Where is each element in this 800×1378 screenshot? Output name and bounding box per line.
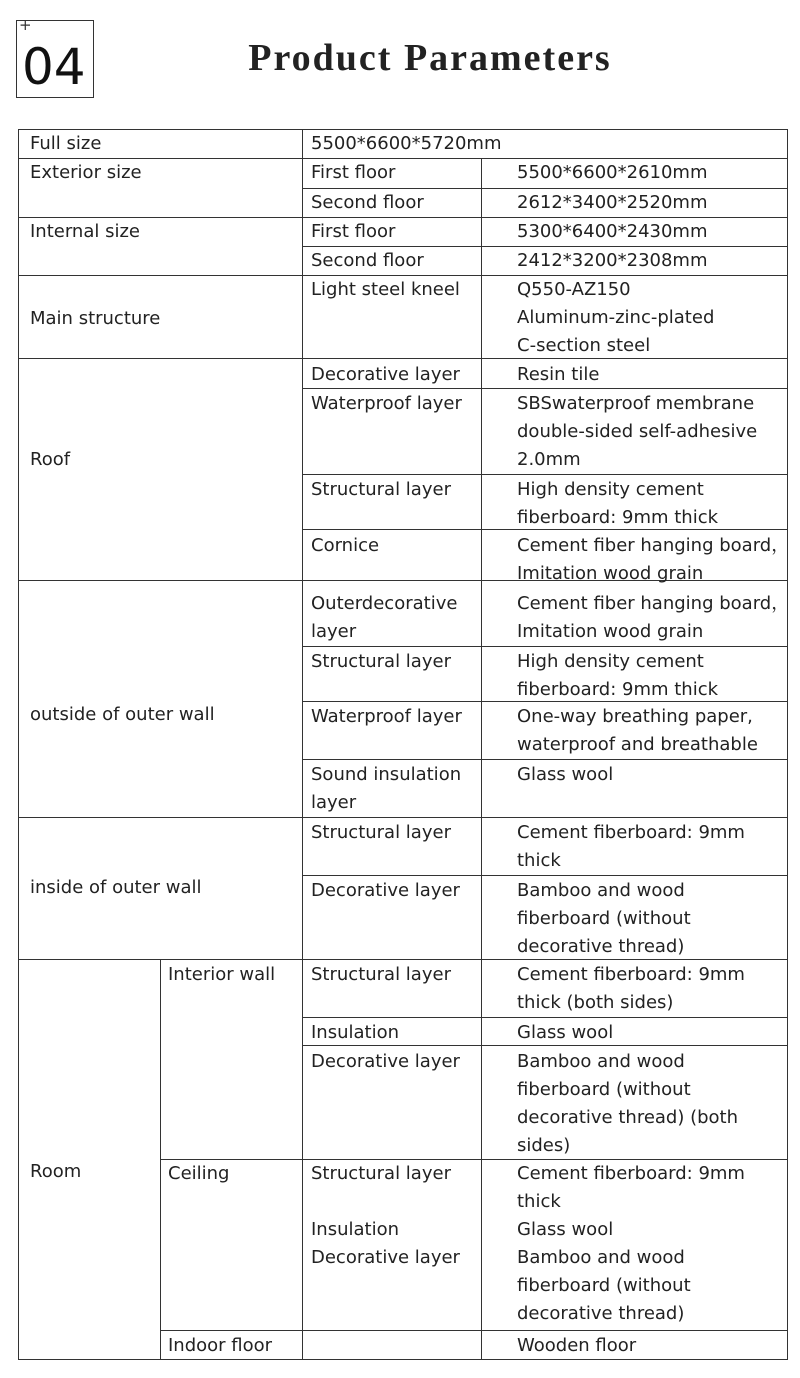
- layer-label-ow_water: Waterproof layer: [311, 706, 462, 727]
- layer-label-roof_deco: Decorative layer: [311, 364, 460, 385]
- sub-group-label-room_floor: Indoor floor: [168, 1335, 273, 1356]
- value-cell-ow_water: One-way breathing paper, waterproof and breathable: [517, 706, 758, 755]
- group-label-iw_struct: inside of outer wall: [30, 877, 202, 898]
- group-label-full_size: Full size: [30, 133, 102, 154]
- layer-label-ext_second: Second floor: [311, 192, 424, 213]
- value-cell-room_iw_struct: Cement fiberboard: 9mm thick (both sides): [517, 964, 745, 1013]
- plus-mark: +: [19, 16, 32, 34]
- value-cell-roof_cornice: Cement fiber hanging board， Imitation wood grain: [517, 535, 790, 584]
- layer-label-int_first: First floor: [311, 221, 396, 242]
- layer-label-room_ceil: Structural layer Insulation Decorative layer: [311, 1163, 460, 1268]
- row-rule-room-1: [160, 1330, 787, 1331]
- page-title: Product Parameters: [248, 37, 612, 79]
- value-cell-int_second: 2412*3200*2308mm: [517, 250, 708, 271]
- layer-label-room_iw_deco: Decorative layer: [311, 1051, 460, 1072]
- row-rule-inner-3: [302, 474, 787, 475]
- group-label-room_iw_struct: Room: [30, 1161, 82, 1182]
- value-cell-room_iw_deco: Bamboo and wood fiberboard (without decorative thread) (both sides): [517, 1051, 739, 1156]
- value-cell-ow_sound: Glass wool: [517, 764, 614, 785]
- layer-label-main_structure: Light steel kneel: [311, 279, 460, 300]
- layer-label-iw_deco: Decorative layer: [311, 880, 460, 901]
- value-cell-room_ceil: Cement fiberboard: 9mm thick Glass wool Bamboo and wood fiberboard (without decorative thread): [517, 1163, 745, 1324]
- sub-group-label-room_iw_struct: Interior wall: [168, 964, 276, 985]
- layer-label-room_iw_struct: Structural layer: [311, 964, 451, 985]
- row-rule-group-5: [18, 817, 787, 818]
- sub-group-label-room_ceil: Ceiling: [168, 1163, 230, 1184]
- row-rule-inner-9: [302, 1017, 787, 1018]
- group-label-main_structure: Main structure: [30, 308, 161, 329]
- value-cell-ext_second: 2612*3400*2520mm: [517, 192, 708, 213]
- value-cell-int_first: 5300*6400*2430mm: [517, 221, 708, 242]
- layer-label-roof_struct: Structural layer: [311, 479, 451, 500]
- value-cell-roof_deco: Resin tile: [517, 364, 600, 385]
- value-cell-roof_water: SBSwaterproof membrane double-sided self-adhesive 2.0mm: [517, 393, 758, 470]
- layer-label-roof_water: Waterproof layer: [311, 393, 462, 414]
- layer-label-ext_first: First floor: [311, 162, 396, 183]
- group-label-roof_deco: Roof: [30, 449, 71, 470]
- table-bottom-border: [18, 1359, 787, 1360]
- layer-label-iw_struct: Structural layer: [311, 822, 451, 843]
- value-cell-iw_struct: Cement fiberboard: 9mm thick: [517, 822, 745, 871]
- layer-label-ow_deco: Outerdecorative layer: [311, 593, 458, 642]
- table-left-border: [18, 129, 19, 1359]
- row-rule-inner-7: [302, 759, 787, 760]
- value-cell-room_iw_ins: Glass wool: [517, 1022, 614, 1043]
- group-label-ext_first: Exterior size: [30, 162, 142, 183]
- section-number: 04: [22, 38, 86, 96]
- row-rule-inner-8: [302, 875, 787, 876]
- layer-label-ow_sound: Sound insulation layer: [311, 764, 462, 813]
- layer-label-ow_struct: Structural layer: [311, 651, 451, 672]
- value-cell-ow_deco: Cement fiber hanging board， Imitation wood grain: [517, 593, 790, 642]
- layer-label-int_second: Second floor: [311, 250, 424, 271]
- table-right-border: [787, 129, 788, 1360]
- value-cell-roof_struct: High density cement fiberboard: 9mm thick: [517, 479, 719, 528]
- group-label-ow_deco: outside of outer wall: [30, 704, 215, 725]
- value-cell-main_structure: Q550-AZ150 Aluminum-zinc-plated C-section steel: [517, 279, 715, 356]
- row-rule-inner-5: [302, 646, 787, 647]
- layer-label-roof_cornice: Cornice: [311, 535, 380, 556]
- value-cell-room_floor: Wooden floor: [517, 1335, 637, 1356]
- layer-label-full_size: 5500*6600*5720mm: [311, 133, 502, 154]
- layer-label-room_iw_ins: Insulation: [311, 1022, 400, 1043]
- value-cell-iw_deco: Bamboo and wood fiberboard (without decorative thread): [517, 880, 691, 957]
- col-separator-3: [302, 129, 303, 1359]
- group-label-int_first: Internal size: [30, 221, 140, 242]
- value-cell-ext_first: 5500*6600*2610mm: [517, 162, 708, 183]
- value-cell-ow_struct: High density cement fiberboard: 9mm thick: [517, 651, 719, 700]
